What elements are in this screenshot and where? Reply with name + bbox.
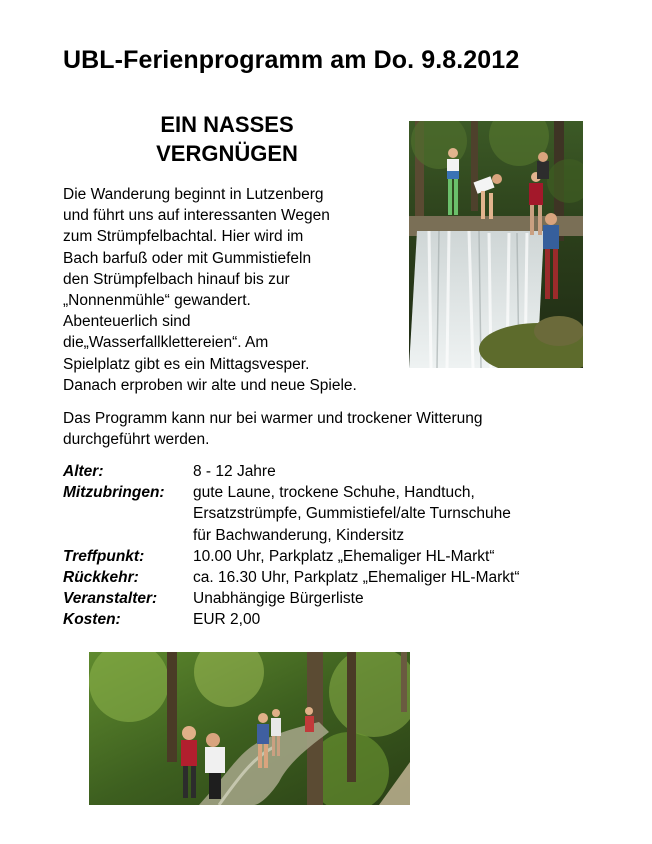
- detail-value: [193, 461, 623, 482]
- intro-line: die„Wasserfallklettereien“. Am: [63, 334, 269, 352]
- detail-label: Veranstalter:: [63, 590, 158, 608]
- detail-value-line: Unabhängige Bürgerliste: [193, 590, 364, 608]
- intro-line: Spielplatz gibt es ein Mittagsvesper.: [63, 355, 310, 373]
- intro-line: zum Strümpfelbachtal. Hier wird im: [63, 228, 304, 246]
- weather-note: [63, 408, 593, 450]
- detail-value-line: 8 - 12 Jahre: [193, 463, 276, 480]
- headline-line: VERGNÜGEN: [156, 141, 298, 166]
- note-line: durchgeführt werden.: [63, 431, 210, 449]
- detail-value: [193, 609, 623, 630]
- detail-label: Rückkehr:: [63, 569, 139, 587]
- detail-value-line: ca. 16.30 Uhr, Parkplatz „Ehemaliger HL-Markt“: [193, 569, 520, 587]
- intro-line: „Nonnenmühle“ gewandert.: [63, 292, 251, 310]
- intro-line: und führt uns auf interessanten Wegen: [63, 207, 330, 225]
- detail-value: [193, 546, 623, 567]
- detail-value: [193, 482, 623, 546]
- detail-value-line: 10.00 Uhr, Parkplatz „Ehemaliger HL-Markt“: [193, 547, 495, 565]
- detail-label: Alter:: [63, 463, 104, 480]
- headline: [110, 110, 344, 168]
- detail-row-veranstalter: [63, 588, 623, 609]
- detail-row-mitzubringen: [63, 482, 623, 546]
- detail-value: [193, 588, 623, 609]
- detail-value-line: gute Laune, trockene Schuhe, Handtuch,: [193, 484, 475, 502]
- intro-line: Abenteuerlich sind: [63, 313, 191, 331]
- waterfall-climbing-photo: [409, 121, 583, 368]
- detail-row-kosten: [63, 609, 623, 630]
- intro-paragraph: [63, 184, 403, 396]
- detail-value-line: EUR 2,00: [193, 611, 261, 629]
- headline-line: EIN NASSES: [160, 112, 294, 137]
- detail-value-line: Ersatzstrümpfe, Gummistiefel/alte Turnschuhe: [193, 505, 511, 523]
- detail-row-alter: [63, 461, 623, 482]
- intro-line: Bach barfuß oder mit Gummistiefeln: [63, 249, 312, 267]
- page-title: UBL-Ferienprogramm am Do. 9.8.2012: [63, 46, 520, 74]
- intro-line: Die Wanderung beginnt in Lutzenberg: [63, 186, 324, 203]
- intro-line: den Strümpfelbach hinauf bis zur: [63, 270, 290, 288]
- detail-row-rueckkehr: [63, 567, 623, 588]
- details-list: [63, 461, 623, 631]
- stream-hiking-photo: [89, 652, 410, 805]
- detail-label: Mitzubringen:: [63, 484, 165, 502]
- detail-value: [193, 567, 623, 588]
- intro-line: Danach erproben wir alte und neue Spiele.: [63, 376, 357, 394]
- detail-label: Treffpunkt:: [63, 547, 145, 565]
- detail-label: Kosten:: [63, 611, 121, 629]
- note-line: Das Programm kann nur bei warmer und trockener Witterung: [63, 410, 483, 427]
- detail-value-line: für Bachwanderung, Kindersitz: [193, 526, 405, 544]
- detail-row-treffpunkt: [63, 546, 623, 567]
